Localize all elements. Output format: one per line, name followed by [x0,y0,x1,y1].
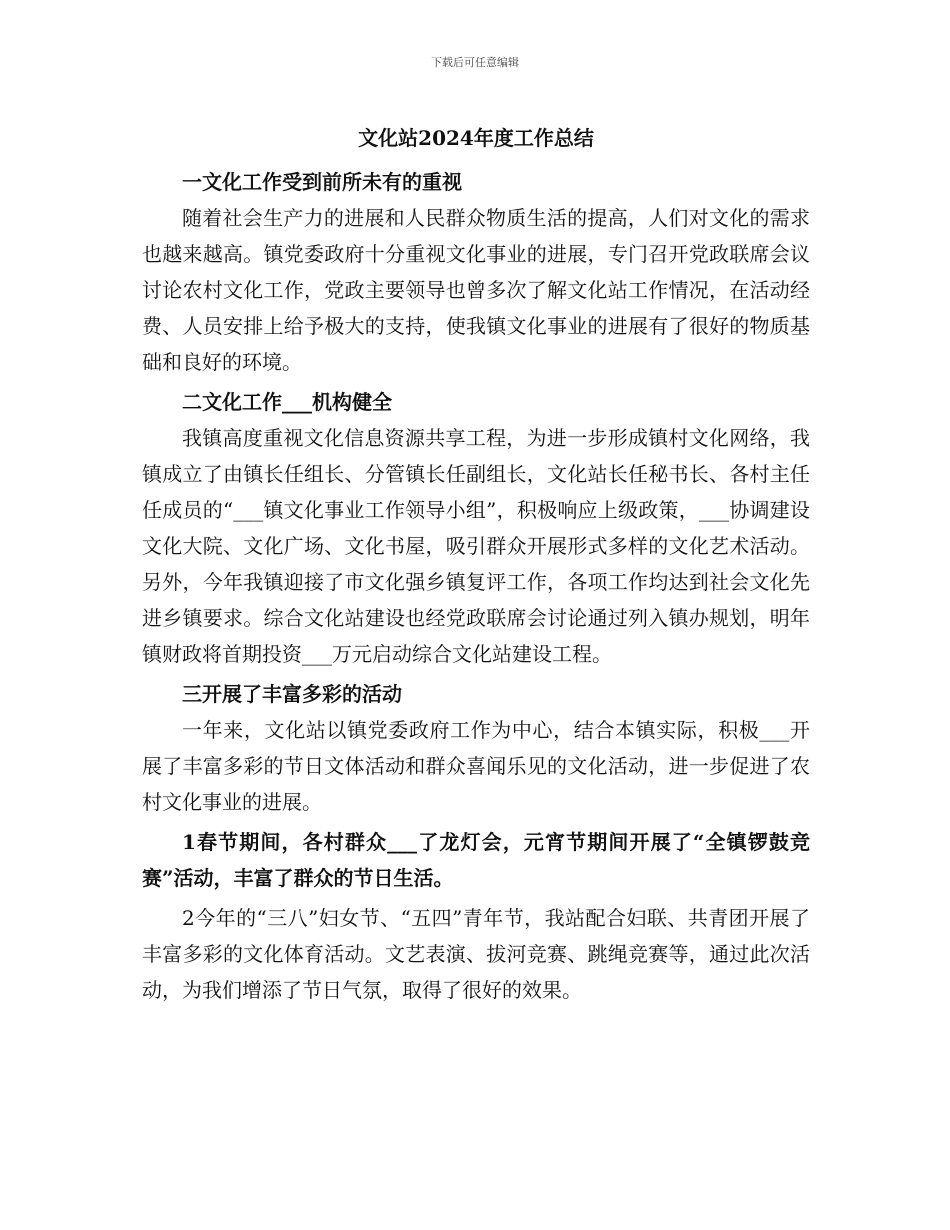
section-3-item-2: 2今年的“三八”妇女节、“五四”青年节，我站配合妇联、共青团开展了丰富多彩的文化体育活动。文艺表演、拔河竞赛、跳绳竞赛等，通过此次活动，为我们增添了节日气氛，取得了很好的效果。 [142,906,810,1002]
section-2-paragraph: 我镇高度重视文化信息资源共享工程，为进一步形成镇村文化网络，我镇成立了由镇长任组长、分管镇长任副组长，文化站长任秘书长、各村主任任成员的“___镇文化事业工作领导小组”，积极响应上级政策，___协调建设文化大院、文化广场、文化书屋，吸引群众开展形式多样的文化艺术活动。另外，今年我镇迎接了市文化强乡镇复评工作，各项工作均达到社会文化先进乡镇要求。综合文化站建设也经党政联席会讨论通过列入镇办规划，明年镇财政将首期投资___万元启动综合文化站建设工程。 [142,426,810,666]
section-heading-1: 一文化工作受到前所未有的重视 [182,170,462,194]
document-body [142,120,810,1008]
section-1-paragraph: 随着社会生产力的进展和人民群众物质生活的提高，人们对文化的需求也越来越高。镇党委政府十分重视文化事业的进展，专门召开党政联席会议讨论农村文化工作，党政主要领导也曾多次了解文化站工作情况，在活动经费、人员安排上给予极大的支持，使我镇文化事业的进展有了很好的物质基础和良好的环境。 [142,206,810,374]
section-3-paragraph: 一年来，文化站以镇党委政府工作为中心，结合本镇实际，积极___开展了丰富多彩的节日文体活动和群众喜闻乐见的文化活动，进一步促进了农村文化事业的进展。 [142,718,810,814]
page-header-note: 下载后可任意编辑 [431,56,519,69]
document-title: 文化站2024年度工作总结 [358,126,594,150]
section-heading-3: 三开展了丰富多彩的活动 [182,682,402,706]
section-3-item-1: 1春节期间，各村群众___了龙灯会，元宵节期间开展了“全镇锣鼓竞赛”活动，丰富了群众的节日生活。 [142,830,810,890]
section-heading-2: 二文化工作___机构健全 [182,390,392,414]
